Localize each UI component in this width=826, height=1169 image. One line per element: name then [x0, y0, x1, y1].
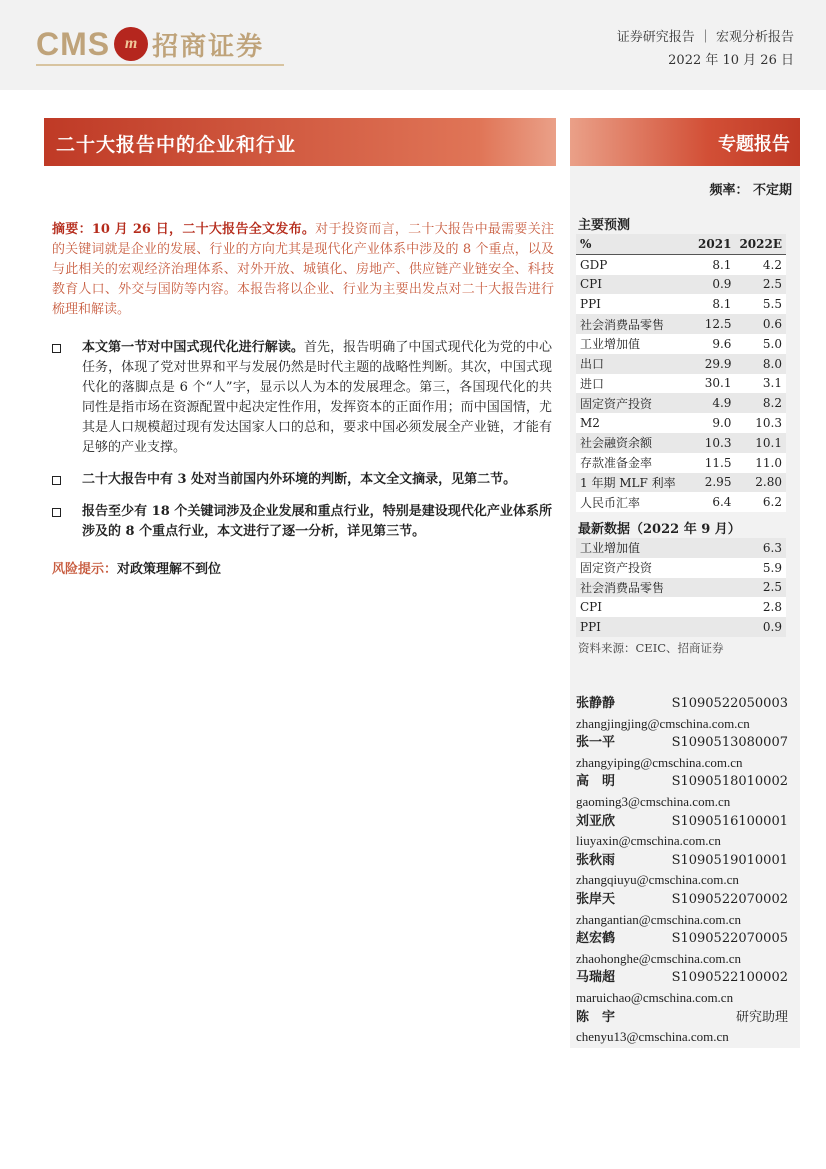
row-label: 人民币汇率 [576, 492, 687, 512]
analyst-email: zhaohonghe@cmschina.com.cn [576, 950, 742, 966]
analyst-email: zhangantian@cmschina.com.cn [576, 911, 742, 927]
logo-underline [36, 64, 284, 66]
analyst-email: chenyu13@cmschina.com.cn [576, 1029, 729, 1045]
row-label: GDP [576, 254, 687, 274]
risk-label: 风险提示： [52, 562, 118, 577]
analyst-id: 研究助理 [735, 1009, 788, 1025]
row-label: 固定资产投资 [576, 393, 687, 413]
analyst-row [576, 890, 788, 910]
value-2022e: 10.3 [735, 413, 786, 433]
analyst-name: 陈 宇 [576, 1009, 616, 1025]
checkbox-bullet-icon [52, 508, 61, 517]
analyst-email: zhangjingjing@cmschina.com.cn [576, 715, 750, 731]
value-2021: 4.9 [687, 393, 735, 413]
row-label: 1 年期 MLF 利率 [576, 473, 687, 493]
latest-title: 最新数据（2022 年 9 月） [578, 522, 741, 537]
table-row [576, 492, 786, 512]
table-row [576, 354, 786, 374]
table-row [576, 374, 786, 394]
data-source: 资料来源：CEIC、招商证券 [578, 641, 724, 655]
analyst-email-row [576, 988, 788, 1008]
risk-note [52, 558, 221, 577]
analyst-email-row [576, 870, 788, 890]
bullet-text: 首先，报告明确了中国式现代化为党的中心任务，体现了党对世界和平与发展仍然是时代主题的战略性判断。其次，中国式现代化的落脚点是 6 个“人”字，显示以人为本的发展理念。第三，各国现代化的共同性是指市场在资源配置中起决定性作用，发挥资本的正面作用；而中国国情，尤其是人口规模超过现有发达国家人口的总和，要求中国必须发展全产业链，才能有足够的产业支撑。 [82, 340, 552, 455]
row-value: 2.5 [738, 578, 786, 598]
value-2021: 9.6 [687, 334, 735, 354]
value-2021: 2.95 [687, 473, 735, 493]
logo-badge-icon: m [114, 27, 148, 61]
analyst-email-row [576, 753, 788, 773]
row-value: 2.8 [738, 597, 786, 617]
value-2021: 29.9 [687, 354, 735, 374]
report-title: 二十大报告中的企业和行业 [56, 134, 297, 156]
value-2022e: 8.2 [735, 393, 786, 413]
analyst-id: S1090513080007 [671, 735, 788, 751]
row-label: 存款准备金率 [576, 453, 687, 473]
abstract [52, 220, 554, 320]
header-cell: 2021 [687, 234, 735, 254]
row-label: 出口 [576, 354, 687, 374]
value-2022e: 10.1 [735, 433, 786, 453]
value-2022e: 8.0 [735, 354, 786, 374]
analyst-email-row [576, 792, 788, 812]
row-label: 社会融资余额 [576, 433, 687, 453]
analyst-row [576, 1008, 788, 1028]
table-row [576, 473, 786, 493]
analyst-name: 张秋雨 [576, 852, 616, 868]
analyst-email-row [576, 1027, 788, 1047]
value-2022e: 6.2 [735, 492, 786, 512]
value-2022e: 2.80 [735, 473, 786, 493]
bullet-bold: 报告至少有 18 个关键词涉及企业发展和重点行业，特别是建设现代化产业体系所涉及的 8 个重点行业，本文进行了逐一分析，详见第三节。 [82, 504, 552, 539]
row-label: M2 [576, 413, 687, 433]
risk-text: 对政策理解不到位 [117, 562, 222, 577]
analyst-row [576, 772, 788, 792]
row-label: 社会消费品零售 [576, 578, 738, 598]
header-cell: 2022E [735, 234, 786, 254]
latest-table [576, 538, 786, 637]
analyst-id: S1090516100001 [671, 813, 788, 829]
value-2021: 11.5 [687, 453, 735, 473]
title-banner [44, 118, 556, 166]
report-date: 2022 年 10 月 26 日 [668, 53, 794, 68]
analyst-email-row [576, 910, 788, 930]
analyst-id: S1090522100002 [671, 970, 788, 986]
value-2022e: 5.5 [735, 294, 786, 314]
value-2021: 0.9 [687, 275, 735, 295]
analyst-name: 张岸天 [576, 891, 616, 907]
analyst-id: S1090519010001 [671, 852, 788, 868]
value-2021: 12.5 [687, 314, 735, 334]
table-row [576, 314, 786, 334]
analyst-email: zhangyiping@cmschina.com.cn [576, 754, 743, 770]
analyst-name: 张静静 [576, 696, 616, 711]
value-2021: 9.0 [687, 413, 735, 433]
analyst-email: maruichao@cmschina.com.cn [576, 989, 734, 1005]
value-2021: 8.1 [687, 294, 735, 314]
analyst-row [576, 929, 788, 949]
table-header-row [576, 234, 786, 254]
logo-cn-text: 招商证券 [152, 31, 265, 62]
analyst-name: 刘亚欣 [576, 813, 616, 829]
analyst-row [576, 812, 788, 832]
table-row [576, 558, 786, 578]
analyst-id: S1090522070002 [671, 891, 788, 907]
analyst-row [576, 851, 788, 871]
row-value: 6.3 [738, 538, 786, 558]
analyst-id: S1090522070005 [671, 931, 788, 947]
analyst-row [576, 733, 788, 753]
frequency-label: 频率： 不定期 [709, 183, 792, 198]
row-label: 进口 [576, 374, 687, 394]
analyst-name: 赵宏鹤 [576, 931, 616, 947]
value-2021: 6.4 [687, 492, 735, 512]
row-label: 工业增加值 [576, 538, 738, 558]
row-value: 0.9 [738, 617, 786, 637]
analyst-list [576, 694, 788, 1047]
analyst-row [576, 694, 788, 714]
table-row [576, 578, 786, 598]
bullet-list [52, 338, 552, 554]
analyst-email-row [576, 831, 788, 851]
table-row [576, 334, 786, 354]
company-logo [36, 24, 264, 64]
analyst-email: liuyaxin@cmschina.com.cn [576, 833, 721, 849]
table-row [576, 617, 786, 637]
value-2021: 10.3 [687, 433, 735, 453]
value-2022e: 2.5 [735, 275, 786, 295]
analyst-email: zhangqiuyu@cmschina.com.cn [576, 872, 739, 888]
checkbox-bullet-icon [52, 476, 61, 485]
table-row [576, 275, 786, 295]
row-label: PPI [576, 294, 687, 314]
sidebar-title: 专题报告 [718, 134, 790, 155]
forecast-title: 主要预测 [578, 218, 631, 233]
analyst-email-row [576, 714, 788, 734]
row-label: 工业增加值 [576, 334, 687, 354]
logo-cms-text: CMS [36, 25, 111, 62]
value-2022e: 5.0 [735, 334, 786, 354]
table-row [576, 294, 786, 314]
report-type: 证券研究报告 ｜ 宏观分析报告 [616, 30, 794, 45]
analyst-name: 张一平 [576, 735, 616, 751]
value-2022e: 0.6 [735, 314, 786, 334]
analyst-row [576, 968, 788, 988]
table-row [576, 538, 786, 558]
analyst-email: gaoming3@cmschina.com.cn [576, 793, 731, 809]
table-row [576, 453, 786, 473]
row-label: 社会消费品零售 [576, 314, 687, 334]
table-row [576, 393, 786, 413]
table-row [576, 254, 786, 274]
sidebar-banner [570, 118, 800, 166]
table-row [576, 413, 786, 433]
value-2021: 30.1 [687, 374, 735, 394]
analyst-name: 高 明 [576, 774, 616, 790]
row-label: 固定资产投资 [576, 558, 738, 578]
value-2021: 8.1 [687, 254, 735, 274]
row-label: CPI [576, 597, 738, 617]
page-header [0, 0, 826, 90]
value-2022e: 4.2 [735, 254, 786, 274]
header-cell: % [576, 234, 687, 254]
forecast-table [576, 234, 786, 512]
bullet-item [52, 470, 552, 490]
bullet-bold: 本文第一节对中国式现代化进行解读。 [82, 340, 304, 355]
analyst-id: S1090518010002 [671, 774, 788, 790]
row-value: 5.9 [738, 558, 786, 578]
table-row [576, 433, 786, 453]
table-row [576, 597, 786, 617]
row-label: PPI [576, 617, 738, 637]
value-2022e: 3.1 [735, 374, 786, 394]
abstract-lead: 摘要：10 月 26 日，二十大报告全文发布。 [52, 222, 316, 237]
analyst-name: 马瑞超 [576, 970, 616, 986]
row-label: CPI [576, 275, 687, 295]
abstract-text: 对于投资而言，二十大报告中最需要关注的关键词就是企业的发展、行业的方向尤其是现代化产业体系中涉及的 8 个重点，以及与此相关的宏观经济治理体系、对外开放、城镇化、房地产、供应链产业链安全、科技教育人口、外交与国防等内容。本报告将以企业、行业为主要出发点对二十大报告进行梳理和解读。 [52, 222, 554, 317]
analyst-id: S1090522050003 [671, 696, 788, 711]
value-2022e: 11.0 [735, 453, 786, 473]
bullet-item [52, 502, 552, 542]
bullet-bold: 二十大报告中有 3 处对当前国内外环境的判断，本文全文摘录，见第二节。 [82, 472, 517, 487]
checkbox-bullet-icon [52, 344, 61, 353]
analyst-email-row [576, 949, 788, 969]
bullet-item [52, 338, 552, 458]
